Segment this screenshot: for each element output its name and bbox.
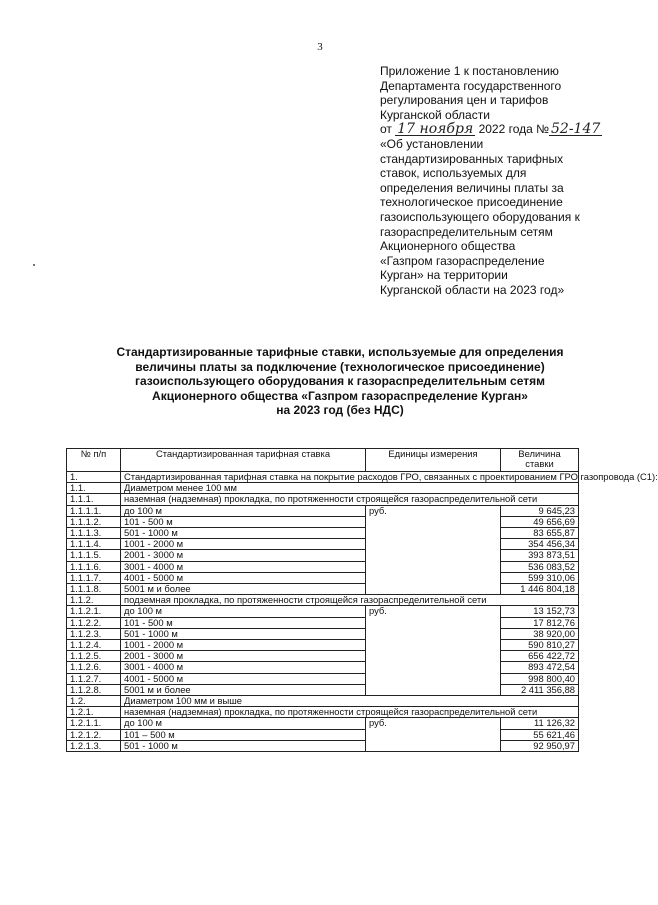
row-number: 1.1.2.8. bbox=[67, 684, 121, 695]
rate-value: 11 126,32 bbox=[501, 718, 579, 729]
row-number: 1.2.1.2. bbox=[67, 729, 121, 740]
table-row bbox=[67, 640, 579, 651]
row-number: 1.2.1.3. bbox=[67, 740, 121, 751]
header-rate: Стандартизированная тарифная ставка bbox=[121, 449, 366, 472]
row-number: 1.2.1.1. bbox=[67, 718, 121, 729]
table-row bbox=[67, 561, 579, 572]
row-number: 1.1.2.4. bbox=[67, 640, 121, 651]
rate-value: 92 950,97 bbox=[501, 740, 579, 751]
rate-value: 656 422,72 bbox=[501, 651, 579, 662]
title-line: на 2023 год (без НДС) bbox=[276, 403, 404, 417]
section-row bbox=[67, 696, 579, 707]
row-number: 1.1.1.5. bbox=[67, 550, 121, 561]
section-row bbox=[67, 595, 579, 606]
row-number: 1.1.1.1. bbox=[67, 505, 121, 516]
row-number: 1.1.1.4. bbox=[67, 539, 121, 550]
row-range: до 100 м bbox=[121, 505, 366, 516]
date-suffix: 2022 года № bbox=[478, 122, 549, 137]
table-body bbox=[67, 471, 658, 752]
table-row bbox=[67, 572, 579, 583]
appendix-subject-line: Курган» на территории bbox=[380, 268, 508, 283]
row-range: 3001 - 4000 м bbox=[121, 561, 366, 572]
appendix-date-line bbox=[380, 122, 630, 137]
row-range: 4001 - 5000 м bbox=[121, 572, 366, 583]
table-row bbox=[67, 505, 579, 516]
appendix-subject-line: технологическое присоединение bbox=[380, 195, 563, 210]
row-number: 1.1.2.7. bbox=[67, 673, 121, 684]
rate-value: 55 621,46 bbox=[501, 729, 579, 740]
row-range: 101 – 500 м bbox=[121, 729, 366, 740]
table-row bbox=[67, 584, 579, 595]
table-row bbox=[67, 606, 579, 617]
rate-value: 38 920,00 bbox=[501, 628, 579, 639]
appendix-subject-line: определения величины платы за bbox=[380, 180, 564, 195]
table-row bbox=[67, 651, 579, 662]
row-number: 1.1.1.3. bbox=[67, 528, 121, 539]
appendix-subject-line: «Газпром газораспределение bbox=[380, 253, 545, 268]
rate-value: 590 810,27 bbox=[501, 640, 579, 651]
row-text: Диаметром менее 100 мм bbox=[121, 483, 579, 494]
rate-value: 13 152,73 bbox=[501, 606, 579, 617]
title-line: величины платы за подключение (технологическое присоединение) bbox=[135, 359, 545, 374]
table-row bbox=[67, 673, 579, 684]
rate-value: 354 456,34 bbox=[501, 539, 579, 550]
table-row bbox=[67, 539, 579, 550]
row-number: 1.1. bbox=[67, 483, 121, 494]
row-range: до 100 м bbox=[121, 606, 366, 617]
unit-cell: руб. bbox=[366, 718, 501, 752]
title-line: газоиспользующего оборудования к газораспределительным сетям bbox=[134, 374, 546, 388]
appendix-subject-line: Акционерного общества bbox=[380, 239, 516, 254]
row-text: Стандартизированная тарифная ставка на покрытие расходов ГРО, связанных с проектированием ГРО газопровода (С1): bbox=[121, 472, 579, 483]
appendix-subject-line: ставок, используемых для bbox=[380, 166, 527, 181]
handwritten-date: 17 ноября bbox=[397, 121, 474, 138]
row-range: 4001 - 5000 м bbox=[121, 673, 366, 684]
appendix-line: Приложение 1 к постановлению bbox=[380, 64, 559, 78]
row-text: наземная (надземная) прокладка, по протяженности строящейся газораспределительной сети bbox=[121, 494, 579, 505]
rate-value: 599 310,06 bbox=[501, 572, 579, 583]
row-number: 1.1.1.2. bbox=[67, 516, 121, 527]
table-row bbox=[67, 550, 579, 561]
section-row bbox=[67, 483, 579, 494]
row-number: 1.2.1. bbox=[67, 707, 121, 718]
appendix-line: Курганской области bbox=[380, 107, 490, 122]
appendix-subject-line: газоиспользующего оборудования к bbox=[380, 209, 580, 224]
unit-cell: руб. bbox=[366, 505, 501, 595]
row-number: 1.1.1.7. bbox=[67, 572, 121, 583]
rate-value: 2 411 356,88 bbox=[501, 684, 579, 695]
row-number: 1.1.2.6. bbox=[67, 662, 121, 673]
title-line: Стандартизированные тарифные ставки, используемые для определения bbox=[116, 345, 564, 359]
appendix-line: Департамента государственного bbox=[380, 78, 562, 93]
document-title bbox=[40, 345, 640, 418]
page-number: 3 bbox=[317, 41, 323, 53]
section-row bbox=[67, 472, 579, 483]
table-row bbox=[67, 662, 579, 673]
rate-value: 9 645,23 bbox=[501, 505, 579, 516]
rate-value: 1 446 804,18 bbox=[501, 584, 579, 595]
row-number: 1.1.1.8. bbox=[67, 584, 121, 595]
table-row bbox=[67, 528, 579, 539]
row-text: Диаметром 100 мм и выше bbox=[121, 696, 579, 707]
table-row bbox=[67, 684, 579, 695]
appendix-subject-line: Курганской области на 2023 год» bbox=[380, 282, 565, 297]
rate-value: 393 873,51 bbox=[501, 550, 579, 561]
rate-value: 83 655,87 bbox=[501, 528, 579, 539]
section-row bbox=[67, 494, 579, 505]
header-number: № п/п bbox=[67, 449, 121, 472]
table-row bbox=[67, 628, 579, 639]
appendix-subject-line: «Об установлении bbox=[380, 136, 484, 151]
row-number: 1.1.2. bbox=[67, 595, 121, 606]
title-line: Акционерного общества «Газпром газораспределение Курган» bbox=[152, 388, 528, 403]
table-header-row bbox=[67, 449, 579, 472]
rates-table bbox=[66, 448, 658, 752]
row-number: 1.1.1. bbox=[67, 494, 121, 505]
row-number: 1.1.2.5. bbox=[67, 651, 121, 662]
row-range: 501 - 1000 м bbox=[121, 528, 366, 539]
row-text: подземная прокладка, по протяженности строящейся газораспределительной сети bbox=[121, 595, 579, 606]
rate-value: 49 656,69 bbox=[501, 516, 579, 527]
row-range: 2001 - 3000 м bbox=[121, 651, 366, 662]
appendix-subject-line: стандартизированных тарифных bbox=[380, 151, 564, 166]
row-number: 1.1.2.3. bbox=[67, 628, 121, 639]
row-number: 1.1.1.6. bbox=[67, 561, 121, 572]
table-row bbox=[67, 516, 579, 527]
row-range: 1001 - 2000 м bbox=[121, 539, 366, 550]
row-range: 501 - 1000 м bbox=[121, 628, 366, 639]
table-row bbox=[67, 718, 579, 729]
row-range: 1001 - 2000 м bbox=[121, 640, 366, 651]
row-range: до 100 м bbox=[121, 718, 366, 729]
unit-cell: руб. bbox=[366, 606, 501, 696]
row-text: наземная (надземная) прокладка, по протяженности строящейся газораспределительной сети bbox=[121, 707, 579, 718]
rate-value: 893 472,54 bbox=[501, 662, 579, 673]
table-row bbox=[67, 740, 579, 751]
header-unit: Единицы измерения bbox=[366, 449, 501, 472]
handwritten-number: 52-147 bbox=[551, 121, 601, 138]
row-range: 5001 м и более bbox=[121, 684, 366, 695]
row-range: 3001 - 4000 м bbox=[121, 662, 366, 673]
appendix-line: регулирования цен и тарифов bbox=[380, 93, 549, 108]
scan-dot bbox=[33, 264, 35, 266]
date-prefix: от bbox=[380, 122, 392, 137]
row-number: 1.2. bbox=[67, 696, 121, 707]
section-row bbox=[67, 707, 579, 718]
row-range: 5001 м и более bbox=[121, 584, 366, 595]
row-range: 101 - 500 м bbox=[121, 516, 366, 527]
appendix-subject-line: газораспределительным сетям bbox=[380, 224, 553, 239]
rate-value: 536 083,52 bbox=[501, 561, 579, 572]
row-number: 1. bbox=[67, 472, 121, 483]
row-number: 1.1.2.2. bbox=[67, 617, 121, 628]
table-row bbox=[67, 729, 579, 740]
table-row bbox=[67, 617, 579, 628]
appendix-block bbox=[380, 64, 630, 298]
rate-value: 998 800,40 bbox=[501, 673, 579, 684]
rate-value: 17 812,76 bbox=[501, 617, 579, 628]
row-range: 101 - 500 м bbox=[121, 617, 366, 628]
row-number: 1.1.2.1. bbox=[67, 606, 121, 617]
row-range: 501 - 1000 м bbox=[121, 740, 366, 751]
header-value: Величина ставки bbox=[501, 449, 579, 472]
row-range: 2001 - 3000 м bbox=[121, 550, 366, 561]
